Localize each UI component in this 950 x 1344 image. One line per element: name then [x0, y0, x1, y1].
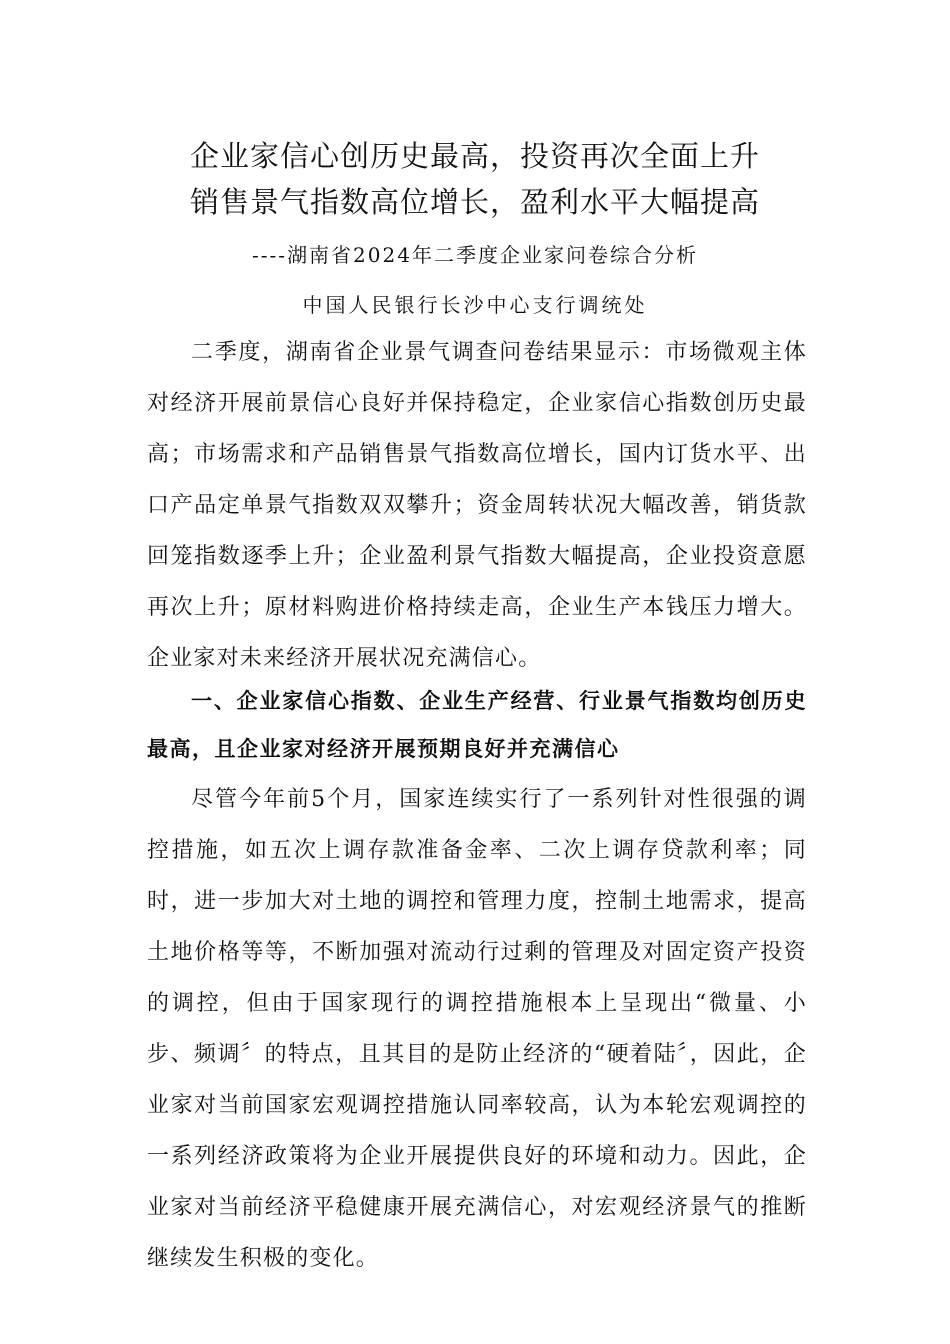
document-author: 中国人民银行长沙中心支行调统处	[302, 293, 648, 317]
intro-paragraph: 二季度，湖南省企业景气调查问卷结果显示：市场微观主体对经济开展前景信心良好并保持稳定，企业家信心指数创历史最高；市场需求和产品销售景气指数高位增长，国内订货水平、出口产品定单景气指数双双攀升；资金周转状况大幅改善，销货款回笼指数逐季上升；企业盈利景气指数大幅提高，企业投资意愿再次上升；原材料购进价格持续走高，企业生产本钱压力增大。企业家对未来经济开展状况充满信心。	[147, 340, 807, 671]
document-title-line1: 企业家信心创历史最高，投资再次全面上升	[189, 139, 760, 173]
section1-heading: 一、企业家信心指数、企业生产经营、行业景气指数均创历史最高，且企业家对经济开展预期良好并充满信心	[147, 689, 807, 761]
document-title-line2: 销售景气指数高位增长，盈利水平大幅提高	[189, 185, 760, 219]
section1-paragraph: 尽管今年前5个月，国家连续实行了一系列针对性很强的调控措施，如五次上调存款准备金率、二次上调存贷款利率；同时，进一步加大对土地的调控和管理力度，控制土地需求，提高土地价格等等，不断加强对流动行过剩的管理及对固定资产投资的调控，但由于国家现行的调控措施根本上呈现出“微量、小步、频调〞的特点，且其目的是防止经济的“硬着陆〞，因此，企业家对当前国家宏观调控措施认同率较高，认为本轮宏观调控的一系列经济政策将为企业开展提供良好的环境和动力。因此，企业家对当前经济平稳健康开展充满信心，对宏观经济景气的推断继续发生积极的变化。	[147, 787, 807, 1271]
document-subtitle: ----湖南省2024年二季度企业家问卷综合分析	[252, 243, 698, 267]
